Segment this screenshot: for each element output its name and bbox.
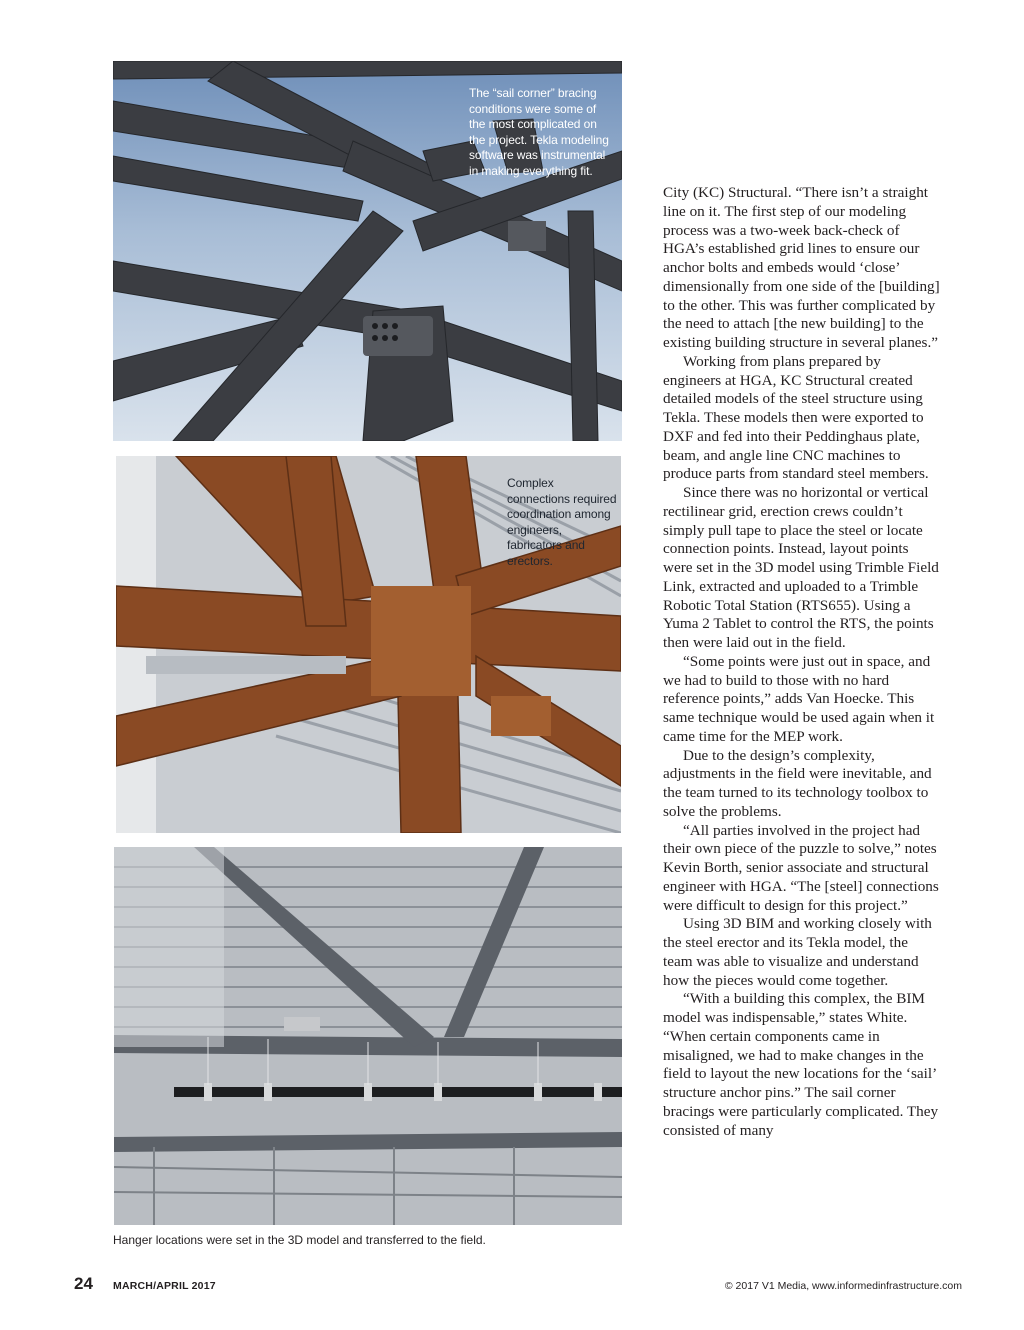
photo-hanger-locations: [114, 847, 622, 1225]
article-body: [663, 184, 941, 1140]
article-paragraph: “With a building this complex, the BIM model was indispensable,” states White. “When certain components came in misaligned, we had to make changes in the field to layout the new locations for the ‘sail’ structure anchor pins.” The sail corner bracings were particularly complicated. They consisted of many: [663, 990, 939, 1139]
copyright-notice: © 2017 V1 Media, www.informedinfrastructure.com: [724, 1280, 962, 1292]
photo-caption-hanger-locations: Hanger locations were set in the 3D model and transferred to the field.: [113, 1233, 486, 1247]
article-paragraph: “Some points were just out in space, and we had to build to those with no hard reference points,” adds Van Hoecke. This same technique would be used again when it came time for the MEP work.: [663, 652, 935, 745]
issue-date: MARCH/APRIL 2017: [113, 1280, 216, 1292]
article-paragraph: Using 3D BIM and working closely with the steel erector and its Tekla model, the team was able to visualize and understand how the pieces would come together.: [663, 915, 932, 989]
photo-caption-sail-corner: The “sail corner” bracing conditions were some of the most complicated on the project. Tekla modeling software was instrumental in making everything fit.: [469, 86, 609, 178]
article-paragraph: Due to the design’s complexity, adjustments in the field were inevitable, and the team turned to its technology toolbox to solve the problems.: [663, 746, 932, 820]
article-paragraph: Working from plans prepared by engineers at HGA, KC Structural created detailed models of the steel structure using Tekla. These models then were exported to DXF and fed into their Peddinghaus plate, beam, and angle line CNC machines to produce parts from standard steel members.: [663, 352, 929, 483]
article-paragraph: Since there was no horizontal or vertical rectilinear grid, erection crews couldn’t simply pull tape to place the steel or locate connection points. Instead, layout points were set in the 3D model using Trimble Field Link, extracted and uploaded to a Trimble Robotic Total Station (RTS655). Using a Yuma 2 Tablet to control the RTS, the points then were laid out in the field.: [663, 484, 939, 651]
photo-caption-complex-connections: Complex connections required coordination among engineers, fabricators and erectors.: [507, 476, 617, 568]
page-number: 24: [74, 1274, 93, 1293]
article-paragraph: City (KC) Structural. “There isn’t a straight line on it. The first step of our modeling process was a two-week back-check of HGA’s established grid lines to ensure our anchor bolts and embeds would ‘close’ dimensionally from one side of the [building] to the other. This was further complicated by the need to attach [the new building] to the existing building structure in several planes.”: [663, 184, 940, 351]
article-paragraph: “All parties involved in the project had their own piece of the puzzle to solve,” notes Kevin Borth, senior associate and structural engineer with HGA. “The [steel] connections were difficult to design for this project.”: [663, 821, 939, 914]
